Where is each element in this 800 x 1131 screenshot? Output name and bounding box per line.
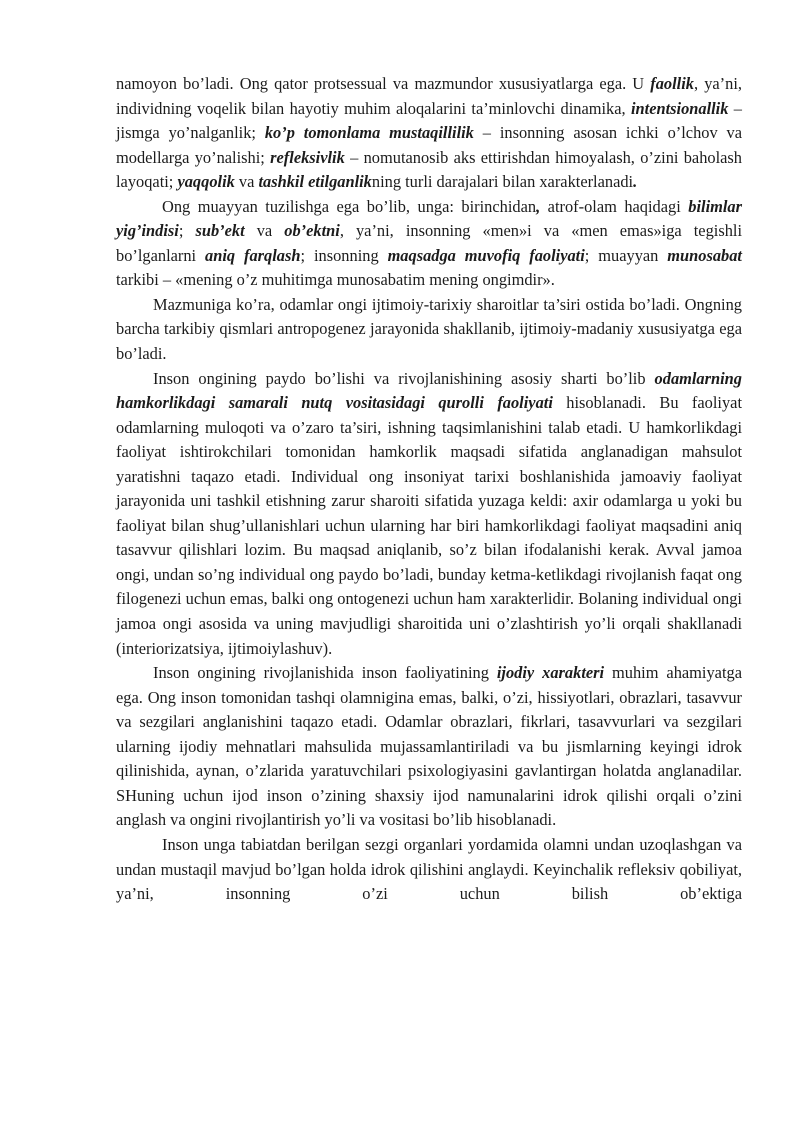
emphasized-term: tashkil etilganlik: [258, 172, 372, 192]
emphasized-term: aniq farqlash: [205, 245, 301, 265]
text-run: , ya’ni, individning voqelik bilan hayotiy muhim aloqalarini ta’minlovchi dinamika,: [116, 74, 742, 118]
emphasized-term: munosabat: [667, 245, 742, 265]
text-run: – nomutanosib aks ettirishdan himoyalash, o’zini baholash layoqati;: [116, 147, 743, 192]
emphasized-term: sub’ekt: [195, 221, 245, 241]
emphasized-term: ijodiy xarakteri: [496, 663, 605, 683]
text-run: muhim ahamiyatga ega. Ong inson tomonidan tashqi olamnigina emas, balki, o’zi, hissiyotlari, obrazlari, tasavvur va sezgilari anglanishini taqazo etadi. Odamlar obrazlari, fikrlari, tasavvurlari va sezgilari ularning ijodiy mehnatlari mahsulida mujassamlantiriladi va bu jismlarning keyingi idrok qilinishida, aynan, o’zlarida yaratuvchilari psixologiyasini gavlantirgan holatda anglanadilar. SHuning uchun ijod inson o’zining shaxsiy ijod namunalarini idrok qilishi orqali o’zini anglash va ongini rivojlantirish yo’li va vositasi bo’lib hisoblanadi.: [116, 663, 742, 830]
paragraph: [116, 833, 742, 907]
text-run: namoyon bo’ladi. Ong qator protsessual va mazmundor xususiyatlarga ega. U: [116, 74, 651, 93]
emphasized-term: intentsionallik: [630, 98, 729, 118]
paragraph: [116, 195, 742, 293]
text-run: Ong muayyan tuzilishga ega bo’lib, unga: birinchidan: [162, 196, 537, 216]
text-run: – jismga yo’nalganlik;: [116, 98, 742, 143]
emphasized-term: refleksivlik: [270, 147, 345, 167]
text-run: Mazmuniga ko’ra, odamlar ongi ijtimoiy-tarixiy sharoitlar ta’siri ostida bo’ladi. Ongning barcha tarkibiy qismlari antropogenez jarayonida shakllanib, ijtimoiy-madaniy xususiyatga ega bo’ladi.: [116, 294, 742, 364]
text-run: ning turli darajalari bilan xarakterlanadi: [371, 172, 634, 192]
text-run: Inson ongining rivojlanishida inson faoliyatining: [153, 663, 497, 683]
emphasized-term: bilimlar yig’indisi: [116, 196, 742, 241]
text-run: Inson ongining paydo bo’lishi va rivojlanishining asosiy sharti bo’lib: [153, 368, 655, 388]
text-run: hisoblanadi. Bu faoliyat odamlarning muloqoti va o’zaro ta’siri, ishning taqsimlanishini talab etadi. U hamkorlikdagi faoliyat ishtirokchilari tomonidan hamkorlik maqsadi sifatida anglanadigan mahsulot yaratishni taqazo etadi. Individual ong insoniyat tarixi boshlanishida jamoaviy faoliyat jarayonida uni tashkil etishning zarur sharoiti sifatida yuzaga keldi: axir odamlarga u yoki bu faoliyat bilan shug’ullanishlari uchun ularning har biri hamkorlikdagi faoliyat maqsadini aniq tasavvur qilishlari lozim. Bu maqsad aniqlanib, so’z bilan ifodalanishi kerak. Avval jamoa ongi, undan so’ng individual ong paydo bo’ladi, bunday ketma-ketlikdagi rivojlanish faqat ong filogenezi uchun emas, balki ong ontogenezi uchun ham xarakterlidir. Bolaning individual ongi jamoa ongi asosida va uning mavjudligi sharoitida uni o’zlashtirish yo’li orqali shakllanadi (interiorizatsiya, ijtimoiylashuv).: [116, 393, 742, 658]
text-run: va: [244, 221, 285, 241]
text-run: tarkibi – «mening o’z muhitimga munosabatim mening ongimdir».: [116, 270, 555, 290]
emphasized-term: ob’ektni: [284, 221, 340, 241]
emphasized-term: faollik: [650, 74, 694, 93]
text-run: Inson unga tabiatdan berilgan sezgi organlari yordamida olamni undan uzoqlashgan va undan mustaqil mavjud bo’lgan holda idrok qilishini anglaydi. Keyinchalik refleksiv qobiliyat, ya’ni, insonning o’zi uchun bilish ob’ektiga: [116, 834, 742, 904]
paragraph: [116, 72, 742, 195]
emphasized-term: maqsadga muvofiq faoliyati: [387, 245, 585, 265]
text-run: ; insonning: [300, 245, 388, 265]
text-run: ;: [178, 221, 196, 241]
text-run: ; muayyan: [584, 245, 668, 265]
text-run: va: [234, 172, 259, 192]
emphasized-term: ,: [536, 196, 541, 216]
text-run: , ya’ni, insonning «men»i va «men emas»iga tegishli bo’lganlarni: [116, 221, 743, 265]
emphasized-term: .: [633, 172, 638, 192]
document-page: [116, 72, 742, 907]
paragraph: [116, 293, 742, 367]
emphasized-term: odamlarning hamkorlikdagi samarali nutq vositasidagi qurolli faoliyati: [116, 368, 742, 413]
text-run: – insonning asosan ichki o’lchov va modellarga yo’nalishi;: [116, 123, 743, 167]
emphasized-term: yaqqolik: [177, 172, 235, 192]
paragraph: [116, 367, 742, 662]
text-run: atrof-olam haqidagi: [540, 196, 689, 216]
emphasized-term: ko’p tomonlama mustaqillilik: [264, 123, 474, 143]
paragraph: [116, 661, 742, 833]
